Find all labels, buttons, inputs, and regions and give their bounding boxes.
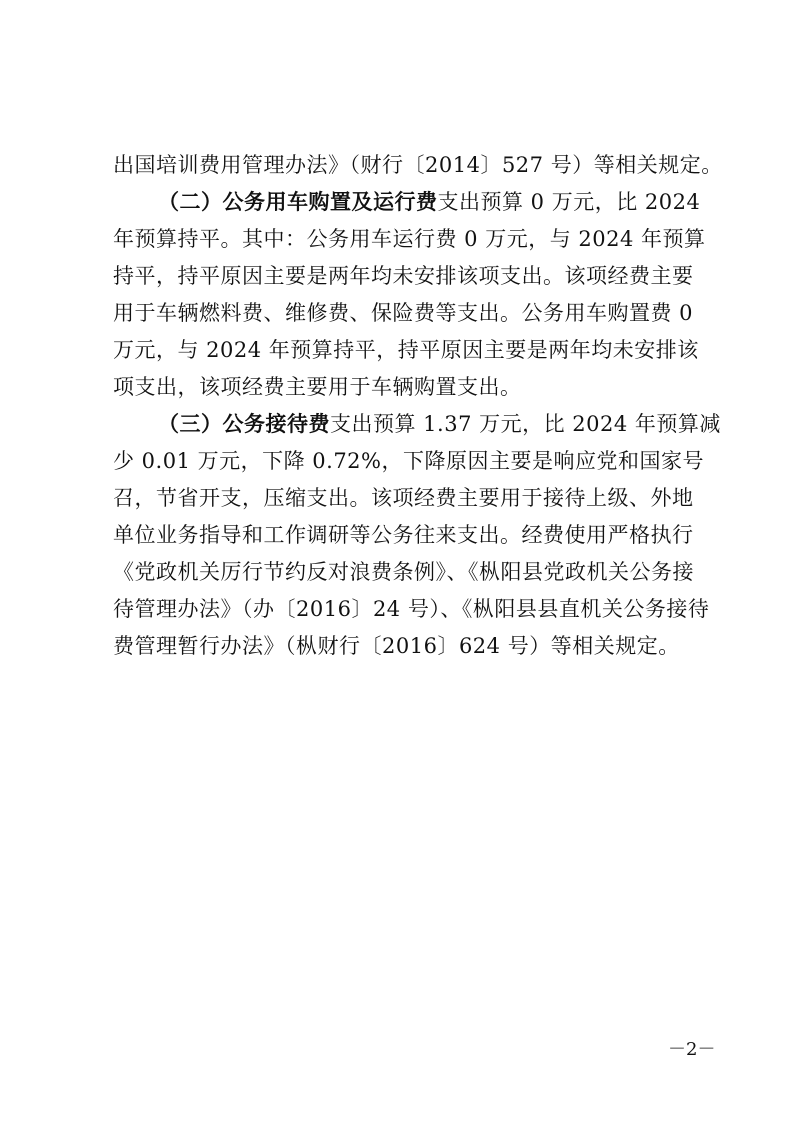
page-number: －2－ [668, 1039, 716, 1060]
paragraph-line: 待管理办法》（办〔2016〕24 号）、《枞阳县县直机关公务接待 [113, 597, 710, 621]
paragraph-text: 支出预算 1.37 万元，比 2024 年预算减 [330, 412, 721, 436]
paragraph-line: 万元，与 2024 年预算持平，持平原因主要是两年均未安排该 [113, 338, 699, 362]
paragraph-text: 支出预算 0 万元，比 2024 [437, 190, 701, 214]
paragraph-line: 召，节省开支，压缩支出。该项经费主要用于接待上级、外地 [113, 486, 694, 510]
section-heading-vehicle: （二）公务用车购置及运行费 [158, 190, 438, 214]
paragraph-line: 少 0.01 万元，下降 0.72%，下降原因主要是响应党和国家号 [113, 449, 704, 473]
paragraph-line: 单位业务指导和工作调研等公务往来支出。经费使用严格执行 [113, 523, 694, 547]
paragraph-line [158, 409, 721, 439]
paragraph-line: 用于车辆燃料费、维修费、保险费等支出。公务用车购置费 0 [113, 301, 694, 325]
paragraph-line: 《党政机关厉行节约反对浪费条例》、《枞阳县党政机关公务接 [113, 560, 694, 584]
paragraph-line: 出国培训费用管理办法》（财行〔2014〕527 号）等相关规定。 [113, 153, 723, 177]
section-heading-reception: （三）公务接待费 [158, 412, 330, 436]
paragraph-line [158, 187, 713, 217]
paragraph-line: 费管理暂行办法》（枞财行〔2016〕624 号）等相关规定。 [113, 634, 680, 658]
paragraph-line: 年预算持平。其中：公务用车运行费 0 万元，与 2024 年预算 [113, 227, 706, 251]
paragraph-line: 项支出，该项经费主要用于车辆购置支出。 [113, 375, 522, 399]
paragraph-line: 持平，持平原因主要是两年均未安排该项支出。该项经费主要 [113, 264, 694, 288]
